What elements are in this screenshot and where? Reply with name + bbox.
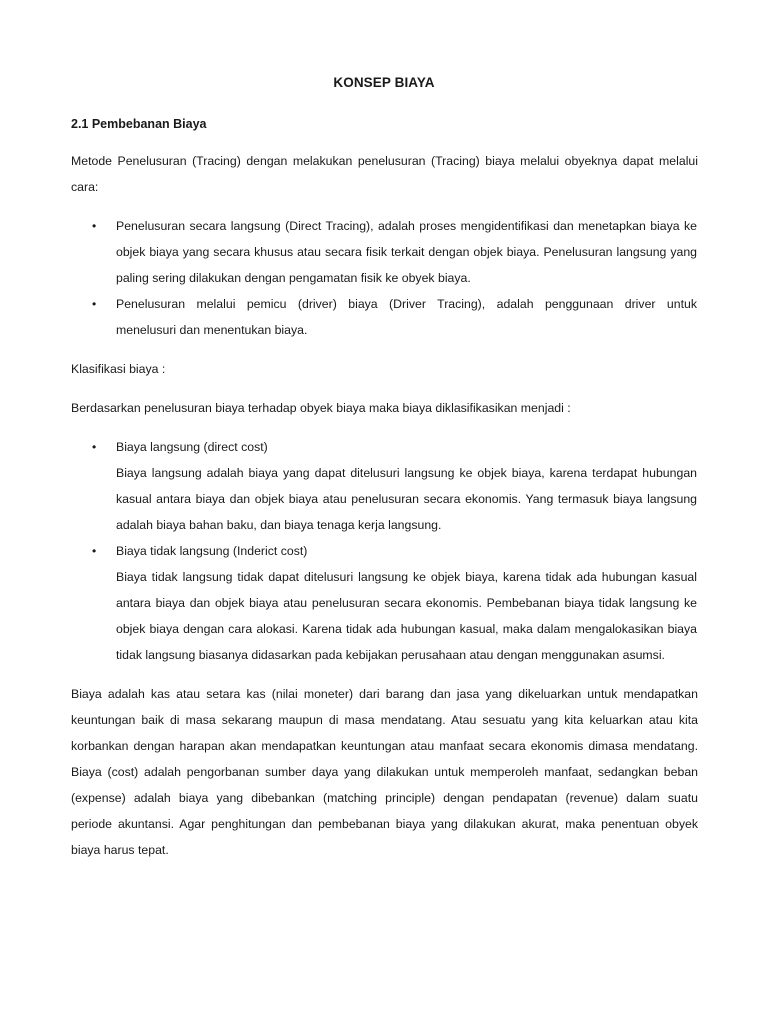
list-item-line: Penelusuran secara langsung (Direct Tracing), adalah proses mengidentifikasi dan menetapkan biaya ke [116,219,697,233]
bullet-icon: • [92,544,97,558]
list-item-line: paling sering dilakukan dengan pengamatan fisik ke obyek biaya. [116,271,471,285]
list-item-term: Biaya tidak langsung (Inderict cost) [116,544,308,558]
list-item-driver-tracing [116,291,697,343]
list-item-line: antara biaya dan objek biaya atau penelusuran secara ekonomis. Pembebanan biaya tidak langsung ke [116,596,697,610]
closing-line: Biaya adalah kas atau setara kas (nilai moneter) dari barang dan jasa yang dikeluarkan untuk mendapatkan [71,687,698,701]
klasifikasi-intro [71,395,698,421]
intro-paragraph [71,148,698,200]
klasifikasi-label-text: Klasifikasi biaya : [71,362,166,376]
list-item-direct-cost [116,434,697,538]
list-item-line: menelusuri dan menentukan biaya. [116,323,308,337]
intro-line: Metode Penelusuran (Tracing) dengan melakukan penelusuran (Tracing) biaya melalui obyeknya dapat melalui [71,154,698,168]
list-item-line: Penelusuran melalui pemicu (driver) biaya (Driver Tracing), adalah penggunaan driver untuk [116,297,697,311]
intro-line: cara: [71,180,99,194]
list-item-line: kasual antara biaya dan objek biaya atau penelusuran secara ekonomis. Yang termasuk biaya langsung [116,492,697,506]
list-item-line: objek biaya yang secara khusus atau secara fisik terkait dengan objek biaya. Penelusuran langsung yang [116,245,697,259]
bullet-icon: • [92,219,97,233]
klasifikasi-label [71,356,698,382]
closing-line: biaya harus tepat. [71,843,169,857]
closing-paragraph [71,681,698,863]
list-item-line: tidak langsung biasanya didasarkan pada kebijakan perusahaan atau dengan menggunakan asumsi. [116,648,665,662]
list-item-line: Biaya tidak langsung tidak dapat ditelusuri langsung ke objek biaya, karena tidak ada hubungan kasual [116,570,697,584]
list-item-direct-tracing [116,213,697,291]
bullet-icon: • [92,297,97,311]
list-item-indirect-cost [116,538,697,668]
list-item-term: Biaya langsung (direct cost) [116,440,268,454]
closing-line: korbankan dengan harapan akan mendapatkan keuntungan atau manfaat secara ekonomis dimasa mendatang. [71,739,698,753]
list-item-line: Biaya langsung adalah biaya yang dapat ditelusuri langsung ke objek biaya, karena terdapat hubungan [116,466,697,480]
list-item-line: objek biaya dengan cara alokasi. Karena tidak ada hubungan kasual, maka dalam mengalokasikan biaya [116,622,697,636]
list-item-line: adalah biaya bahan baku, dan biaya tenaga kerja langsung. [116,518,442,532]
closing-line: periode akuntansi. Agar penghitungan dan pembebanan biaya yang dilakukan akurat, maka penentuan obyek [71,817,698,831]
closing-line: Biaya (cost) adalah pengorbanan sumber daya yang dilakukan untuk memperoleh manfaat, sedangkan beban [71,765,698,779]
klasifikasi-intro-text: Berdasarkan penelusuran biaya terhadap obyek biaya maka biaya diklasifikasikan menjadi : [71,401,571,415]
document-title: KONSEP BIAYA [333,75,435,90]
closing-line: (expense) adalah biaya yang dibebankan (matching principle) dengan pendapatan (revenue) dalam suatu [71,791,698,805]
bullet-icon: • [92,440,97,454]
section-heading: 2.1 Pembebanan Biaya [71,117,207,131]
closing-line: keuntungan baik di masa sekarang maupun di masa mendatang. Atau sesuatu yang kita keluarkan atau kita [71,713,698,727]
